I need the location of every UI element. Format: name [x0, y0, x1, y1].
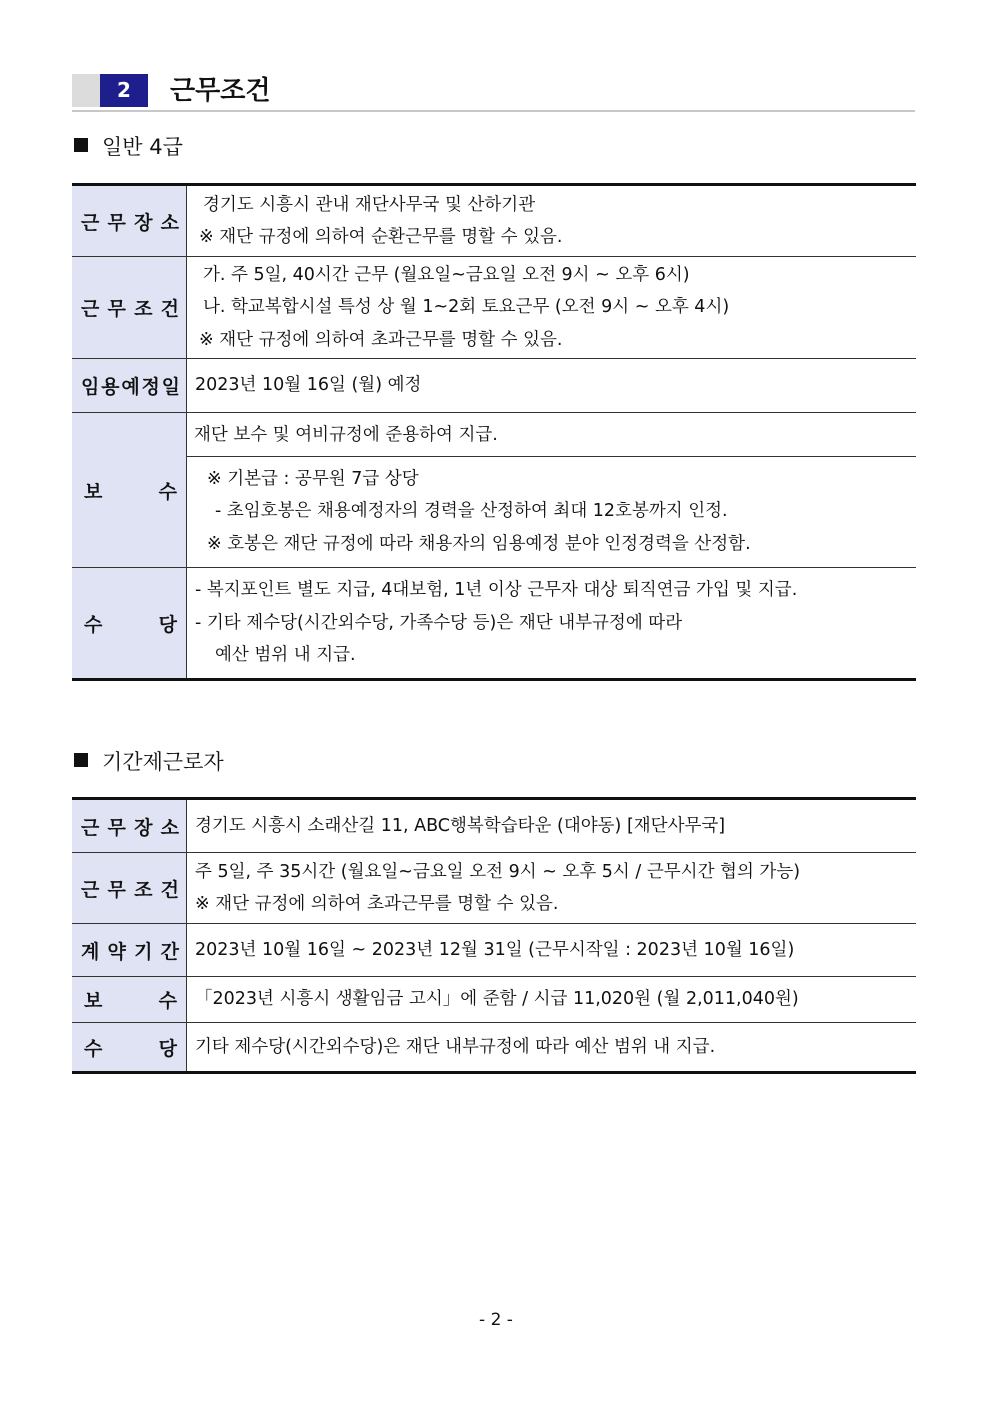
row-label: 보 수 — [72, 977, 187, 1023]
contract-conditions-table — [72, 797, 916, 1074]
row-value: 2023년 10월 16일 (월) 예정 — [187, 359, 917, 413]
row-label: 근 무 장 소 — [72, 799, 187, 853]
section-header — [72, 72, 915, 112]
row-label: 근 무 조 건 — [72, 257, 187, 359]
table-row — [72, 568, 916, 680]
general-heading — [74, 132, 183, 162]
row-value: 주 5일, 주 35시간 (월요일~금요일 오전 9시 ~ 오후 5시 / 근무시간 협의 가능) ※ 재단 규정에 의하여 초과근무를 명할 수 있음. — [187, 853, 917, 924]
row-value: 재단 보수 및 여비규정에 준용하여 지급. ※ 기본급 : 공무원 7급 상당 - 초임호봉은 채용예정자의 경력을 산정하여 최대 12호봉까지 인정. ※ 호봉은 재단 규정에 따라 채용자의 임용예정 분야 인정경력을 산정함. — [187, 413, 917, 568]
pay-details: ※ 기본급 : 공무원 7급 상당 - 초임호봉은 채용예정자의 경력을 산정하여 최대 12호봉까지 인정. ※ 호봉은 재단 규정에 따라 채용자의 임용예정 분야 인정경력을 산정함. — [187, 456, 916, 567]
square-bullet-icon — [74, 138, 88, 152]
row-label: 임 용 예 정 일 — [72, 359, 187, 413]
row-value: 「2023년 시흥시 생활임금 고시」에 준함 / 시급 11,020원 (월 2,011,040원) — [187, 977, 917, 1023]
row-value: 2023년 10월 16일 ~ 2023년 12월 31일 (근무시작일 : 2023년 10월 16일) — [187, 924, 917, 977]
row-label: 수 당 — [72, 1023, 187, 1073]
header-accent — [72, 74, 100, 107]
row-value: 기타 제수당(시간외수당)은 재단 내부규정에 따라 예산 범위 내 지급. — [187, 1023, 917, 1073]
contract-heading — [74, 747, 224, 777]
table-row — [72, 257, 916, 359]
table-row — [72, 359, 916, 413]
row-label: 근 무 장 소 — [72, 185, 187, 257]
table-row — [72, 1023, 916, 1073]
table-row — [72, 799, 916, 853]
row-value: 경기도 시흥시 관내 재단사무국 및 산하기관 ※ 재단 규정에 의하여 순환근무를 명할 수 있음. — [187, 185, 917, 257]
general-conditions-table — [72, 183, 916, 681]
section-number: 2 — [100, 74, 148, 107]
table-row — [72, 413, 916, 568]
row-label: 수 당 — [72, 568, 187, 680]
page-number: - 2 - — [479, 1310, 513, 1330]
section-title: 근무조건 — [170, 76, 271, 106]
row-value: - 복지포인트 별도 지급, 4대보험, 1년 이상 근무자 대상 퇴직연금 가입 및 지급. - 기타 제수당(시간외수당, 가족수당 등)은 재단 내부규정에 따라 예산 범위 내 지급. — [187, 568, 917, 680]
row-label: 근 무 조 건 — [72, 853, 187, 924]
table-row — [72, 924, 916, 977]
table-row — [72, 853, 916, 924]
contract-heading-text: 기간제근로자 — [102, 750, 224, 774]
general-heading-text: 일반 4급 — [102, 135, 183, 159]
row-label: 계 약 기 간 — [72, 924, 187, 977]
row-label: 보 수 — [72, 413, 187, 568]
square-bullet-icon — [74, 753, 88, 767]
table-row — [72, 977, 916, 1023]
row-value: 가. 주 5일, 40시간 근무 (월요일~금요일 오전 9시 ~ 오후 6시) 나. 학교복합시설 특성 상 월 1~2회 토요근무 (오전 9시 ~ 오후 4시) ※ 재단 규정에 의하여 초과근무를 명할 수 있음. — [187, 257, 917, 359]
row-value: 경기도 시흥시 소래산길 11, ABC행복학습타운 (대야동) [재단사무국] — [187, 799, 917, 853]
table-row — [72, 185, 916, 257]
